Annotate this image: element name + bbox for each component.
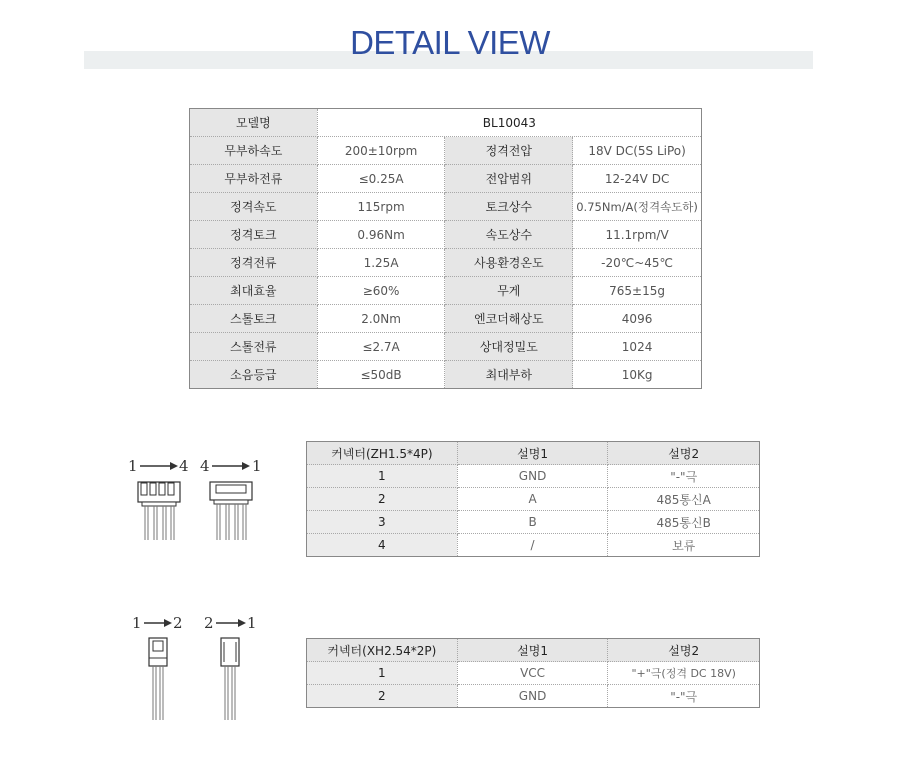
table-row [307, 685, 760, 708]
spec-row [190, 165, 702, 193]
spec-label: 정격속도 [190, 193, 318, 221]
spec-label: 속도상수 [445, 221, 573, 249]
pin-number: 1 [307, 662, 458, 685]
page-title: DETAIL VIEW [350, 24, 550, 61]
spec-value: 12-24V DC [573, 165, 702, 193]
pin-label: 4 [200, 457, 210, 475]
pin-number: 4 [307, 534, 458, 557]
spec-row [190, 249, 702, 277]
pin-label: 1 [128, 457, 138, 475]
connector-zh-table [306, 441, 760, 557]
pin-number: 3 [307, 511, 458, 534]
spec-table [189, 108, 702, 389]
pin-label: 1 [252, 457, 262, 475]
connector-4pin-diagram [128, 452, 273, 552]
cell-desc1: GND [457, 685, 608, 708]
spec-value: 115rpm [317, 193, 445, 221]
table-header-row [307, 639, 760, 662]
pin-label: 2 [204, 614, 214, 632]
spec-label: 소음등급 [190, 361, 318, 389]
cell-desc2: 보류 [608, 534, 760, 557]
column-header: 설명2 [608, 639, 760, 662]
pin-label: 2 [173, 614, 183, 632]
pin-label: 4 [179, 457, 189, 475]
spec-value: 18V DC(5S LiPo) [573, 137, 702, 165]
spec-label: 사용환경온도 [445, 249, 573, 277]
spec-value: 765±15g [573, 277, 702, 305]
spec-value: 10Kg [573, 361, 702, 389]
spec-label: 스톨전류 [190, 333, 318, 361]
table-row [307, 534, 760, 557]
spec-value: 2.0Nm [317, 305, 445, 333]
spec-row [190, 221, 702, 249]
cell-desc2: "-"극 [608, 465, 760, 488]
pin-number: 1 [307, 465, 458, 488]
spec-label: 최대부하 [445, 361, 573, 389]
pin-number: 2 [307, 488, 458, 511]
cell-desc1: B [457, 511, 608, 534]
spec-value: 11.1rpm/V [573, 221, 702, 249]
spec-row [190, 305, 702, 333]
spec-value: 1.25A [317, 249, 445, 277]
column-header: 커넥터(ZH1.5*4P) [307, 442, 458, 465]
spec-value: ≤0.25A [317, 165, 445, 193]
cell-desc2: 485통신B [608, 511, 760, 534]
cell-desc1: A [457, 488, 608, 511]
spec-value: BL10043 [317, 109, 701, 137]
spec-label: 토크상수 [445, 193, 573, 221]
spec-label: 정격토크 [190, 221, 318, 249]
cell-desc1: / [457, 534, 608, 557]
spec-value: 0.96Nm [317, 221, 445, 249]
spec-label: 모델명 [190, 109, 318, 137]
column-header: 설명1 [457, 442, 608, 465]
connector-xh-table [306, 638, 760, 708]
table-row [307, 465, 760, 488]
spec-row [190, 333, 702, 361]
column-header: 커넥터(XH2.54*2P) [307, 639, 458, 662]
spec-label: 전압범위 [445, 165, 573, 193]
pin-label: 1 [132, 614, 142, 632]
spec-value: ≥60% [317, 277, 445, 305]
spec-label: 스톨토크 [190, 305, 318, 333]
spec-row-model [190, 109, 702, 137]
spec-value: 1024 [573, 333, 702, 361]
column-header: 설명2 [608, 442, 760, 465]
cell-desc2: "+"극(정격 DC 18V) [608, 662, 760, 685]
spec-label: 최대효율 [190, 277, 318, 305]
spec-value: 200±10rpm [317, 137, 445, 165]
spec-label: 무부하전류 [190, 165, 318, 193]
pin-number: 2 [307, 685, 458, 708]
cell-desc2: 485통신A [608, 488, 760, 511]
spec-row [190, 193, 702, 221]
spec-row [190, 277, 702, 305]
spec-label: 엔코더해상도 [445, 305, 573, 333]
spec-label: 상대정밀도 [445, 333, 573, 361]
spec-value: 0.75Nm/A(정격속도하) [573, 193, 702, 221]
connector-2pin-diagram [128, 608, 273, 728]
table-row [307, 511, 760, 534]
spec-label: 무게 [445, 277, 573, 305]
spec-value: 4096 [573, 305, 702, 333]
spec-value: ≤50dB [317, 361, 445, 389]
spec-value: -20℃~45℃ [573, 249, 702, 277]
spec-label: 정격전류 [190, 249, 318, 277]
table-header-row [307, 442, 760, 465]
pin-label: 1 [247, 614, 257, 632]
spec-row [190, 361, 702, 389]
spec-row [190, 137, 702, 165]
cell-desc2: "-"극 [608, 685, 760, 708]
cell-desc1: VCC [457, 662, 608, 685]
cell-desc1: GND [457, 465, 608, 488]
table-row [307, 662, 760, 685]
spec-label: 정격전압 [445, 137, 573, 165]
spec-label: 무부하속도 [190, 137, 318, 165]
spec-value: ≤2.7A [317, 333, 445, 361]
column-header: 설명1 [457, 639, 608, 662]
table-row [307, 488, 760, 511]
